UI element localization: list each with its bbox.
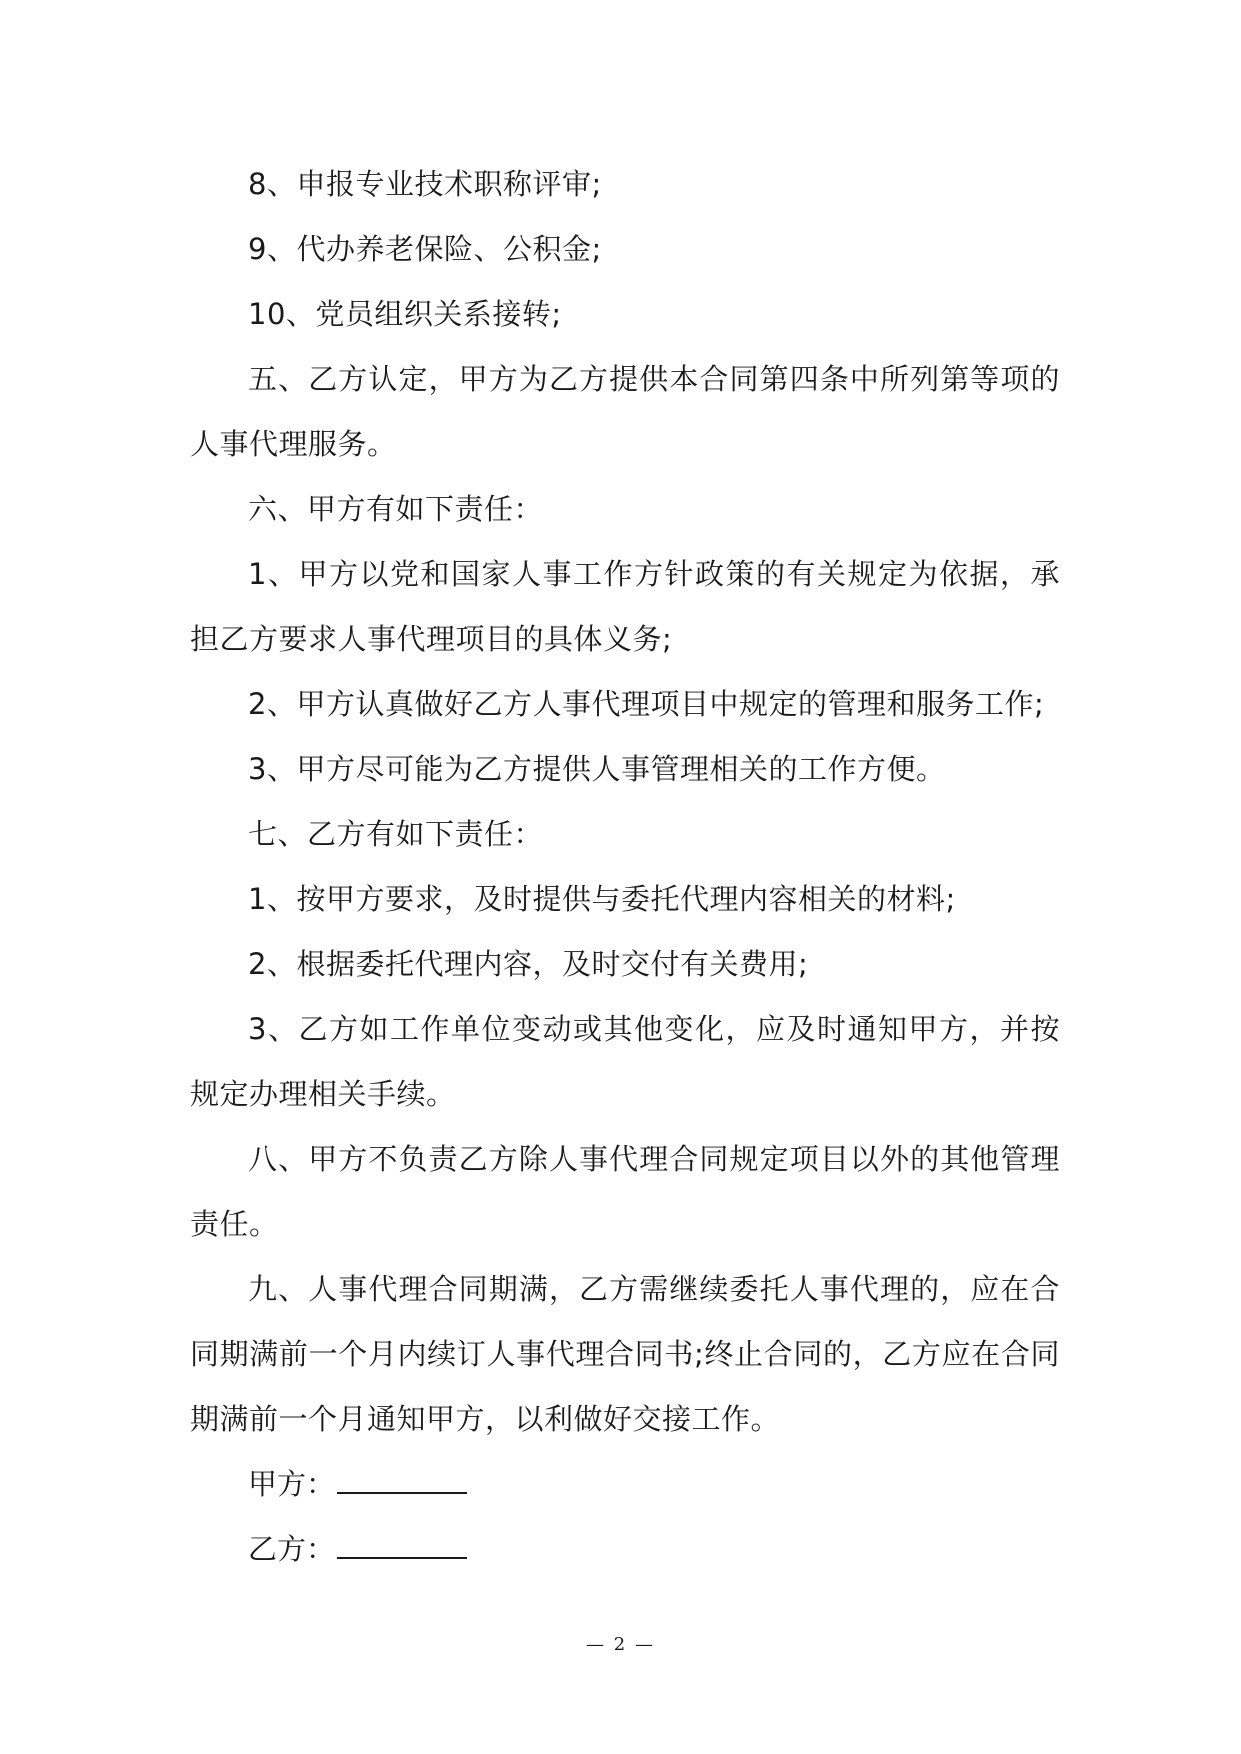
- clause-9: 9、代办养老保险、公积金;: [248, 232, 602, 266]
- article-9: 九、人事代理合同期满，乙方需继续委托人事代理的，应在合同期满前一个月内续订人事代理合同书;终止合同的，乙方应在合同期满前一个月通知甲方，以利做好交接工作。: [190, 1272, 1060, 1436]
- article-6-item-3: 3、甲方尽可能为乙方提供人事管理相关的工作方便。: [248, 752, 946, 786]
- article-7-item-1: 1、按甲方要求，及时提供与委托代理内容相关的材料;: [248, 882, 956, 916]
- party-a-blank-line: [337, 1468, 467, 1494]
- page-number: — 2 —: [586, 1634, 655, 1655]
- party-a-signature: [190, 1452, 1060, 1517]
- clause-10: 10、党员组织关系接转;: [248, 297, 562, 331]
- article-7-heading: 七、乙方有如下责任：: [248, 817, 544, 851]
- document-body: [190, 152, 1060, 1582]
- article-6-heading: 六、甲方有如下责任：: [248, 492, 544, 526]
- article-8: 八、甲方不负责乙方除人事代理合同规定项目以外的其他管理责任。: [190, 1142, 1060, 1241]
- article-7-item-3: 3、乙方如工作单位变动或其他变化，应及时通知甲方，并按规定办理相关手续。: [190, 1012, 1060, 1111]
- party-b-label: 乙方：: [248, 1532, 336, 1566]
- clause-8: 8、申报专业技术职称评审;: [248, 167, 602, 201]
- article-6-item-1: 1、甲方以党和国家人事工作方针政策的有关规定为依据，承担乙方要求人事代理项目的具体义务;: [190, 557, 1060, 656]
- article-7-item-2: 2、根据委托代理内容，及时交付有关费用;: [248, 947, 809, 981]
- party-b-blank-line: [337, 1533, 467, 1559]
- article-6-item-2: 2、甲方认真做好乙方人事代理项目中规定的管理和服务工作;: [248, 687, 1045, 721]
- article-5: 五、乙方认定，甲方为乙方提供本合同第四条中所列第等项的人事代理服务。: [190, 362, 1060, 461]
- party-a-label: 甲方：: [248, 1467, 336, 1501]
- party-b-signature: [190, 1517, 1060, 1582]
